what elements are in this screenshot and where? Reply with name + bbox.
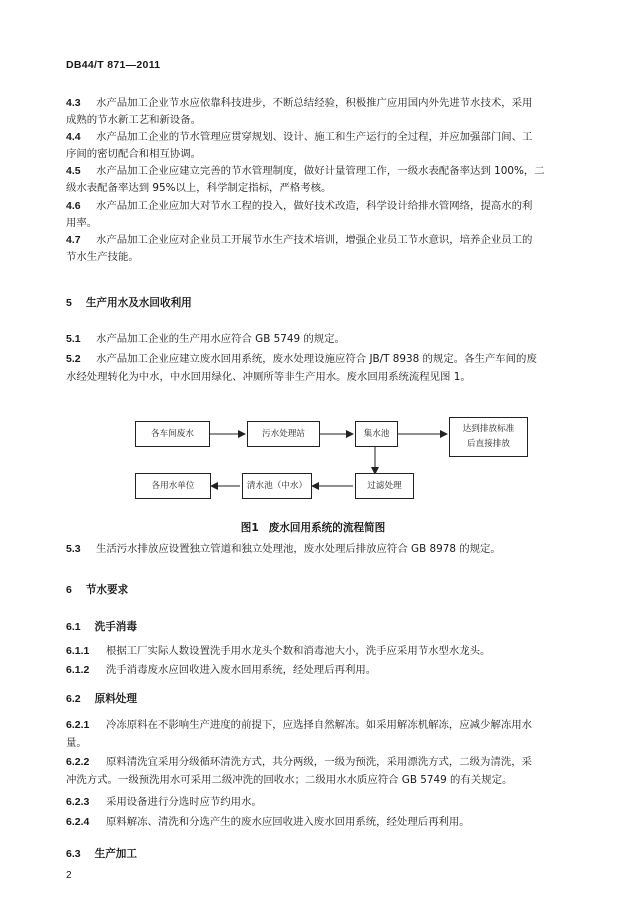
clause-6-2-3-line-1: 6.2.3 采用设备进行分选时应节约用水。 — [66, 796, 262, 808]
clause-4-3-line-2: 成熟的节水新工艺和新设备。 — [66, 114, 202, 126]
clause-4-5-line-1: 4.5 水产品加工企业应建立完善的节水管理制度，做好计量管理工作，一级水表配备率达到 100%，二 — [66, 165, 545, 177]
clause-4-7-line-1: 4.7 水产品加工企业应对企业员工开展节水生产技术培训，增强企业员工节水意识，培养企业员工的 — [66, 234, 533, 246]
section-5-heading: 5 生产用水及水回收利用 — [66, 297, 192, 309]
clause-number: 6.1.1 — [66, 645, 90, 657]
clause-6-2-2-line-1: 6.2.2 原料清洗宜采用分级循环清洗方式，共分两级，一级为预洗，采用漂洗方式，二级为清洗，采 — [66, 756, 533, 768]
clause-5-3-line-1: 5.3 生活污水排放应设置独立管道和独立处理池，废水处理后排放应符合 GB 8978 的规定。 — [66, 543, 501, 555]
section-6-2-heading: 6.2 原料处理 — [66, 693, 137, 705]
clause-4-4-line-2: 序间的密切配合和相互协调。 — [66, 148, 202, 160]
section-6-heading: 6 节水要求 — [66, 584, 129, 596]
clause-number: 4.3 — [66, 97, 81, 109]
clause-6-1-1-line-1: 6.1.1 根据工厂实际人数设置洗手用水龙头个数和消毒池大小，洗手应采用节水型水龙头。 — [66, 645, 491, 657]
clause-6-1-2-line-1: 6.1.2 洗手消毒废水应回收进入废水回用系统，经处理后再利用。 — [66, 664, 377, 676]
clause-number: 4.4 — [66, 131, 81, 143]
collection-pool-box: 集水池 — [355, 421, 398, 447]
clause-number: 6.1.2 — [66, 664, 90, 676]
section-6-1-heading: 6.1 洗手消毒 — [66, 621, 137, 633]
clause-4-7-line-2: 节水生产技能。 — [66, 251, 139, 263]
figure-caption: 图1 废水回用系统的流程简图 — [240, 522, 386, 534]
clause-4-5-line-2: 级水表配备率达到 95%以上，科学制定指标，严格考核。 — [66, 182, 332, 194]
clause-number: 4.5 — [66, 165, 81, 177]
clause-number: 6.2.4 — [66, 816, 90, 828]
section-6-3-heading: 6.3 生产加工 — [66, 848, 137, 860]
clause-number: 5.2 — [66, 353, 81, 365]
direct-discharge-box: 达到排放标准 后直接排放 — [449, 417, 528, 457]
filtration-box: 过滤处理 — [355, 473, 414, 499]
clause-6-2-1-line-1: 6.2.1 冷冻原料在不影响生产进度的前提下，应选择自然解冻。如采用解冻机解冻，应减少解冻用水 — [66, 719, 533, 731]
clause-number: 6.2.3 — [66, 796, 90, 808]
clear-water-pool-box: 清水池（中水） — [242, 473, 312, 499]
clause-number: 5.3 — [66, 543, 81, 555]
clause-4-3-line-1: 4.3 水产品加工企业节水应依靠科技进步，不断总结经验，积极推广应用国内外先进节水技术，采用 — [66, 97, 533, 109]
standard-code-header: DB44/T 871—2011 — [66, 59, 161, 71]
clause-number: 5.1 — [66, 333, 81, 345]
clause-4-6-line-1: 4.6 水产品加工企业应加大对节水工程的投入，做好技术改造，科学设计给排水管网络，提高水的利 — [66, 200, 533, 212]
clause-6-2-1-line-2: 量。 — [66, 737, 87, 749]
clause-number: 4.7 — [66, 234, 81, 246]
clause-5-2-line-2: 水经处理转化为中水，中水回用绿化、冲厕所等非生产用水。废水回用系统流程见图 1。 — [66, 371, 471, 383]
clause-5-1-line-1: 5.1 水产品加工企业的生产用水应符合 GB 5749 的规定。 — [66, 333, 345, 345]
sewage-station-box: 污水处理站 — [247, 421, 320, 447]
clause-number: 4.6 — [66, 200, 81, 212]
clause-4-6-line-2: 用率。 — [66, 217, 98, 229]
clause-4-4-line-1: 4.4 水产品加工企业的节水管理应贯穿规划、设计、施工和生产运行的全过程，并应加强部门间、工 — [66, 131, 533, 143]
workshop-wastewater-box: 各车间废水 — [135, 421, 210, 447]
clause-6-2-2-line-2: 冲洗方式。一级预洗用水可采用二级冲洗的回收水；二级用水水质应符合 GB 5749 的有关规定。 — [66, 774, 513, 786]
clause-number: 6.2.2 — [66, 756, 90, 768]
page-number: 2 — [66, 870, 72, 881]
clause-6-2-4-line-1: 6.2.4 原料解冻、清洗和分选产生的废水应回收进入废水回用系统，经处理后再利用。 — [66, 816, 470, 828]
water-users-box: 各用水单位 — [135, 473, 211, 499]
clause-5-2-line-1: 5.2 水产品加工企业应建立废水回用系统，废水处理设施应符合 JB/T 8938 的规定。各生产车间的废 — [66, 353, 537, 365]
clause-number: 6.2.1 — [66, 719, 90, 731]
